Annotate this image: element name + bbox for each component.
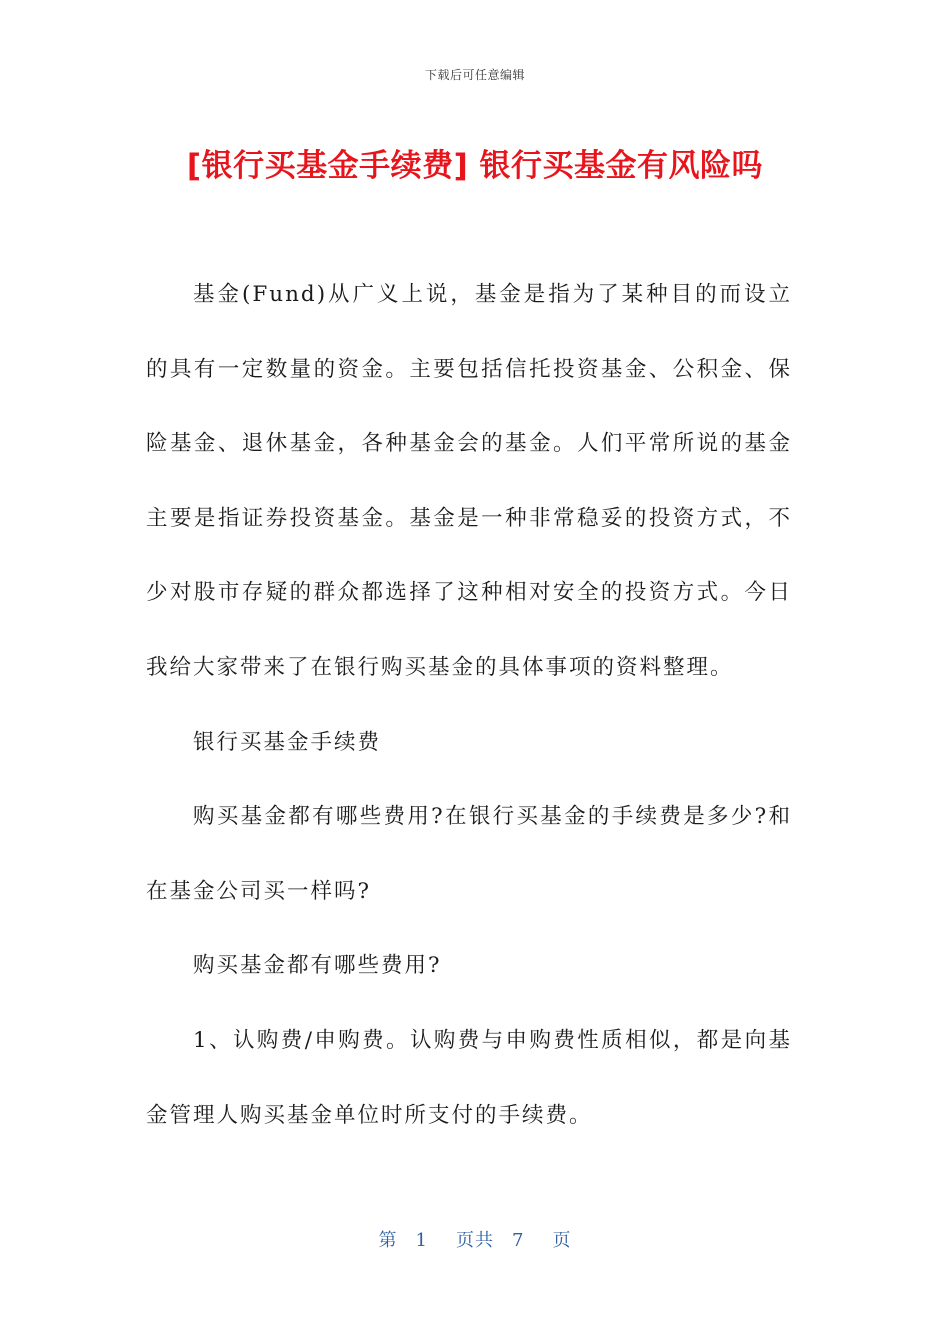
paragraph-subscription-fee: 1、认购费/申购费。认购费与申购费性质相似，都是向基金管理人购买基金单位时所支付的手续费。 xyxy=(146,1027,792,1128)
header-note: 下载后可任意编辑 xyxy=(424,68,525,82)
paragraph-fee-question: 购买基金都有哪些费用?在银行买基金的手续费是多少?和在基金公司买一样吗? xyxy=(146,804,792,904)
footer-prefix: 第 xyxy=(378,1230,398,1251)
document-title: [银行买基金手续费] 银行买基金有风险吗 xyxy=(186,148,764,184)
paragraph-fee-types: 购买基金都有哪些费用? xyxy=(193,953,442,979)
paragraph-fund-intro: 基金(Fund)从广义上说，基金是指为了某种目的而设立的具有一定数量的资金。主要包括信托投资基金、公积金、保险基金、退休基金，各种基金会的基金。人们平常所说的基金主要是指证券投资基金。基金是一种非常稳妥的投资方式，不少对股市存疑的群众都选择了这种相对安全的投资方式。今日我给大家带来了在银行购买基金的具体事项的资料整理。 xyxy=(146,282,792,680)
footer-suffix: 页 xyxy=(552,1230,572,1251)
footer-current-page: 1 xyxy=(415,1230,428,1251)
document-body xyxy=(146,258,792,1153)
footer-total-pages: 7 xyxy=(512,1230,525,1251)
page-footer xyxy=(0,1226,950,1252)
footer-middle: 页共 xyxy=(456,1230,494,1251)
paragraph-section-heading: 银行买基金手续费 xyxy=(193,729,382,755)
